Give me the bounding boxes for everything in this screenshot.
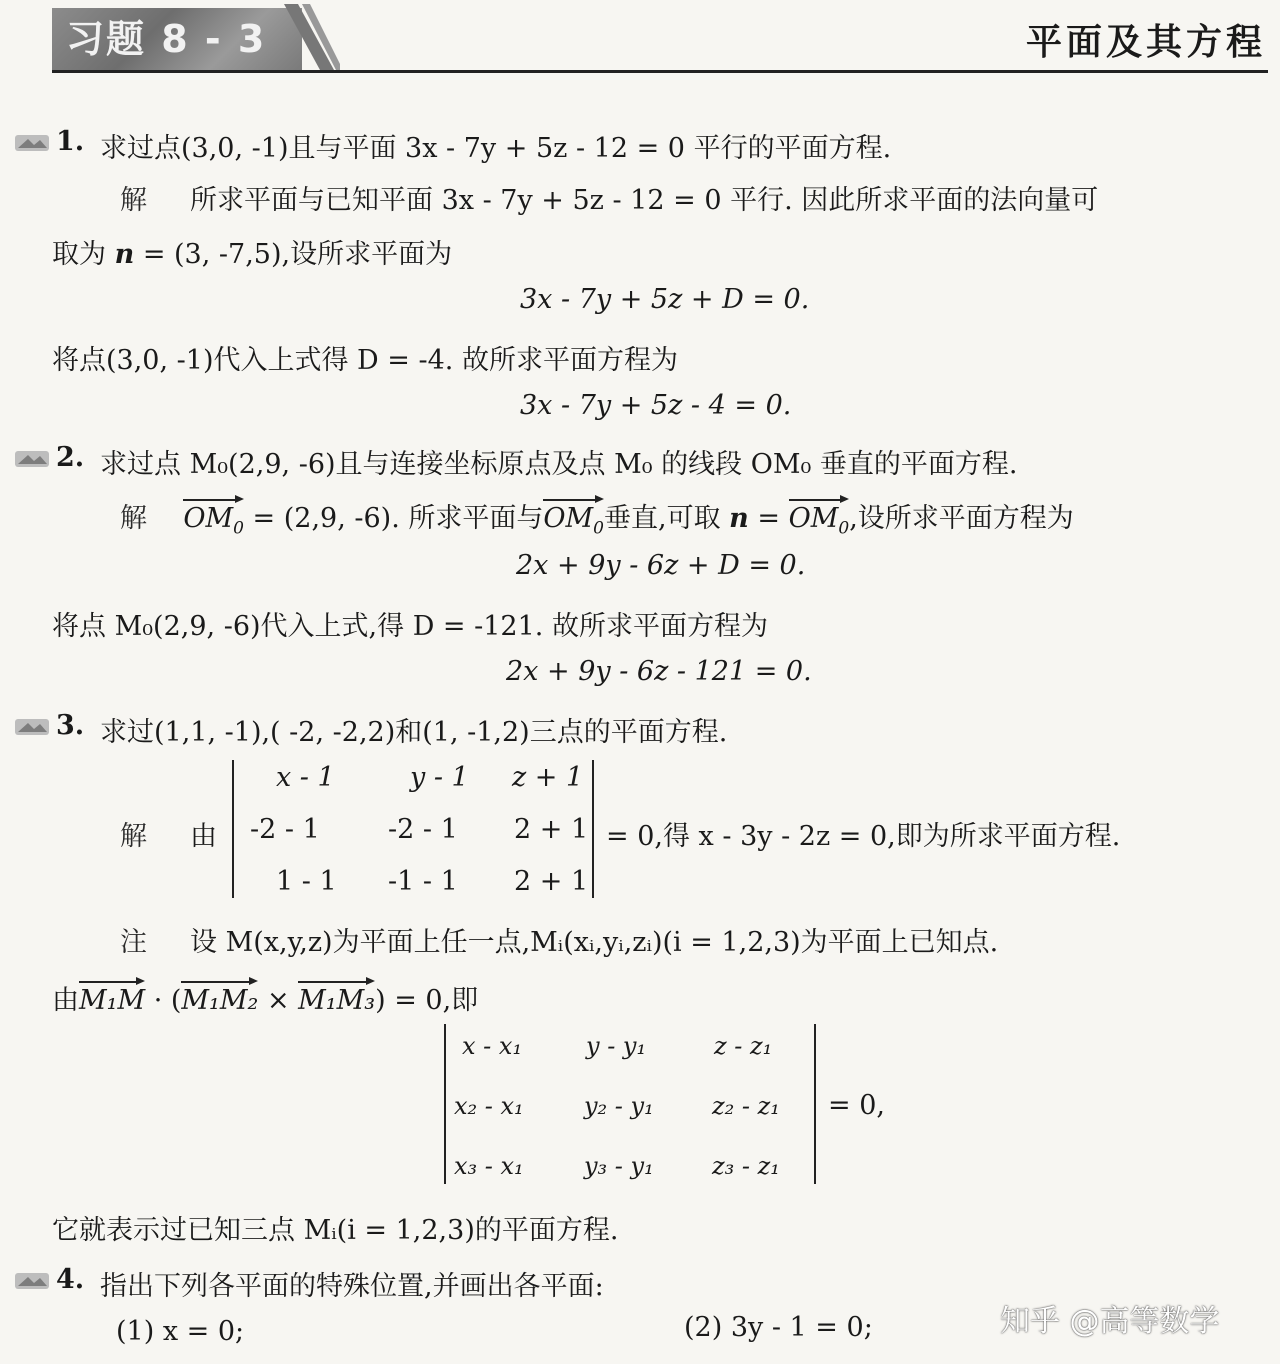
problem-1-equation-1: 3x - 7y + 5z + D = 0. [520, 284, 810, 315]
problem-1-solution-line-1: 所求平面与已知平面 3x - 7y + 5z - 12 = 0 平行. 因此所求平面的法向量可 [190, 185, 1099, 216]
vector-om0: $OM_0$ [788, 503, 850, 539]
exercise-marker-icon [14, 132, 52, 154]
determinant-cell: y₃ - y₁ [584, 1152, 654, 1180]
exercise-marker-icon [14, 716, 52, 738]
section-title: 平面及其方程 [1025, 22, 1266, 63]
problem-3-note-line-1: 设 M(x,y,z)为平面上任一点,Mᵢ(xᵢ,yᵢ,zᵢ)(i = 1,2,3)为平面上已知点. [190, 927, 999, 958]
problem-1-solution-label: 解 [120, 185, 149, 216]
vector-m1m: M₁M [79, 985, 146, 1016]
problem-1-solution-line-3: 将点(3,0, -1)代入上式得 D = -4. 故所求平面方程为 [52, 345, 678, 376]
problem-2-solution-line-2: 将点 M₀(2,9, -6)代入上式,得 D = -121. 故所求平面方程为 [52, 611, 768, 642]
determinant-cell: x₃ - x₁ [454, 1152, 524, 1180]
problem-1-equation-2: 3x - 7y + 5z - 4 = 0. [520, 390, 792, 421]
exercise-marker-icon [14, 448, 52, 470]
determinant-cell: y - y₁ [586, 1032, 647, 1060]
determinant-right-bar [814, 1024, 816, 1184]
section-tag: 习题 8 - 3 [52, 8, 302, 70]
problem-2-solution-line-1: 解 $OM_0 = (2,9$, -6). 所求平面与$OM_0$垂直,可取 $n = OM_0$,设所求平面方程为 [120, 503, 1074, 539]
determinant-left-bar [444, 1024, 446, 1184]
determinant-left-bar [232, 760, 234, 898]
determinant-equals-zero: = 0, [828, 1090, 885, 1121]
problem-2-equation-2: 2x + 9y - 6z - 121 = 0. [506, 656, 812, 687]
determinant-cell: -2 - 1 [388, 814, 458, 845]
vector-m1m2: M₁M₂ [181, 985, 259, 1016]
determinant-cell: z₃ - z₁ [712, 1152, 780, 1180]
problem-3-note-line-2: 由M₁M · (M₁M₂ × M₁M₃) = 0,即 [52, 985, 479, 1016]
determinant-cell: 1 - 1 [276, 866, 337, 897]
exercise-marker-icon [14, 1270, 52, 1292]
determinant-cell: 2 + 1 [514, 814, 589, 845]
determinant-cell: z + 1 [512, 762, 584, 793]
problem-1-statement: 求过点(3,0, -1)且与平面 3x - 7y + 5z - 12 = 0 平行的平面方程. [100, 133, 892, 164]
determinant-cell: x - x₁ [462, 1032, 523, 1060]
problem-2-equation-1: 2x + 9y - 6z + D = 0. [516, 550, 806, 581]
problem-4-item-2: (2) 3y - 1 = 0; [684, 1312, 873, 1343]
problem-3-solution-result: = 0,得 x - 3y - 2z = 0,即为所求平面方程. [606, 821, 1121, 852]
determinant-cell: 2 + 1 [514, 866, 589, 897]
watermark: 知乎 @高等数学 [1000, 1304, 1220, 1339]
problem-3-solution-by: 由 [190, 821, 217, 852]
problem-4-statement: 指出下列各平面的特殊位置,并画出各平面: [100, 1271, 604, 1302]
problem-2-statement: 求过点 M₀(2,9, -6)且与连接坐标原点及点 M₀ 的线段 OM₀ 垂直的平面方程. [100, 449, 1018, 480]
problem-3-note-label: 注 [120, 927, 149, 958]
determinant-cell: y - 1 [410, 762, 469, 793]
problem-4-number: 4. [56, 1264, 85, 1295]
problem-1-solution-line-2: 取为 n = (3, -7,5),设所求平面为 [52, 239, 453, 270]
vector-m1m3: M₁M₃ [298, 985, 376, 1016]
header-rule [52, 70, 1268, 73]
determinant-cell: y₂ - y₁ [584, 1092, 654, 1120]
vector-om0: $OM_0$ [183, 503, 244, 539]
header-stripes-decoration [280, 4, 340, 72]
vector-om0: $OM_0$ [543, 503, 604, 539]
determinant-cell: z₂ - z₁ [712, 1092, 780, 1120]
problem-3-statement: 求过(1,1, -1),( -2, -2,2)和(1, -1,2)三点的平面方程. [100, 717, 728, 748]
problem-2-number: 2. [56, 442, 85, 473]
determinant-cell: -1 - 1 [388, 866, 458, 897]
problem-3-number: 3. [56, 710, 85, 741]
problem-4-item-1: (1) x = 0; [116, 1316, 245, 1347]
determinant-right-bar [592, 760, 594, 898]
determinant-cell: x - 1 [276, 762, 335, 793]
problem-3-note-line-3: 它就表示过已知三点 Mᵢ(i = 1,2,3)的平面方程. [52, 1215, 619, 1246]
determinant-cell: z - z₁ [714, 1032, 773, 1060]
determinant-cell: -2 - 1 [250, 814, 320, 845]
problem-1-number: 1. [56, 126, 85, 157]
problem-3-solution-label: 解 [120, 821, 149, 852]
determinant-cell: x₂ - x₁ [454, 1092, 524, 1120]
